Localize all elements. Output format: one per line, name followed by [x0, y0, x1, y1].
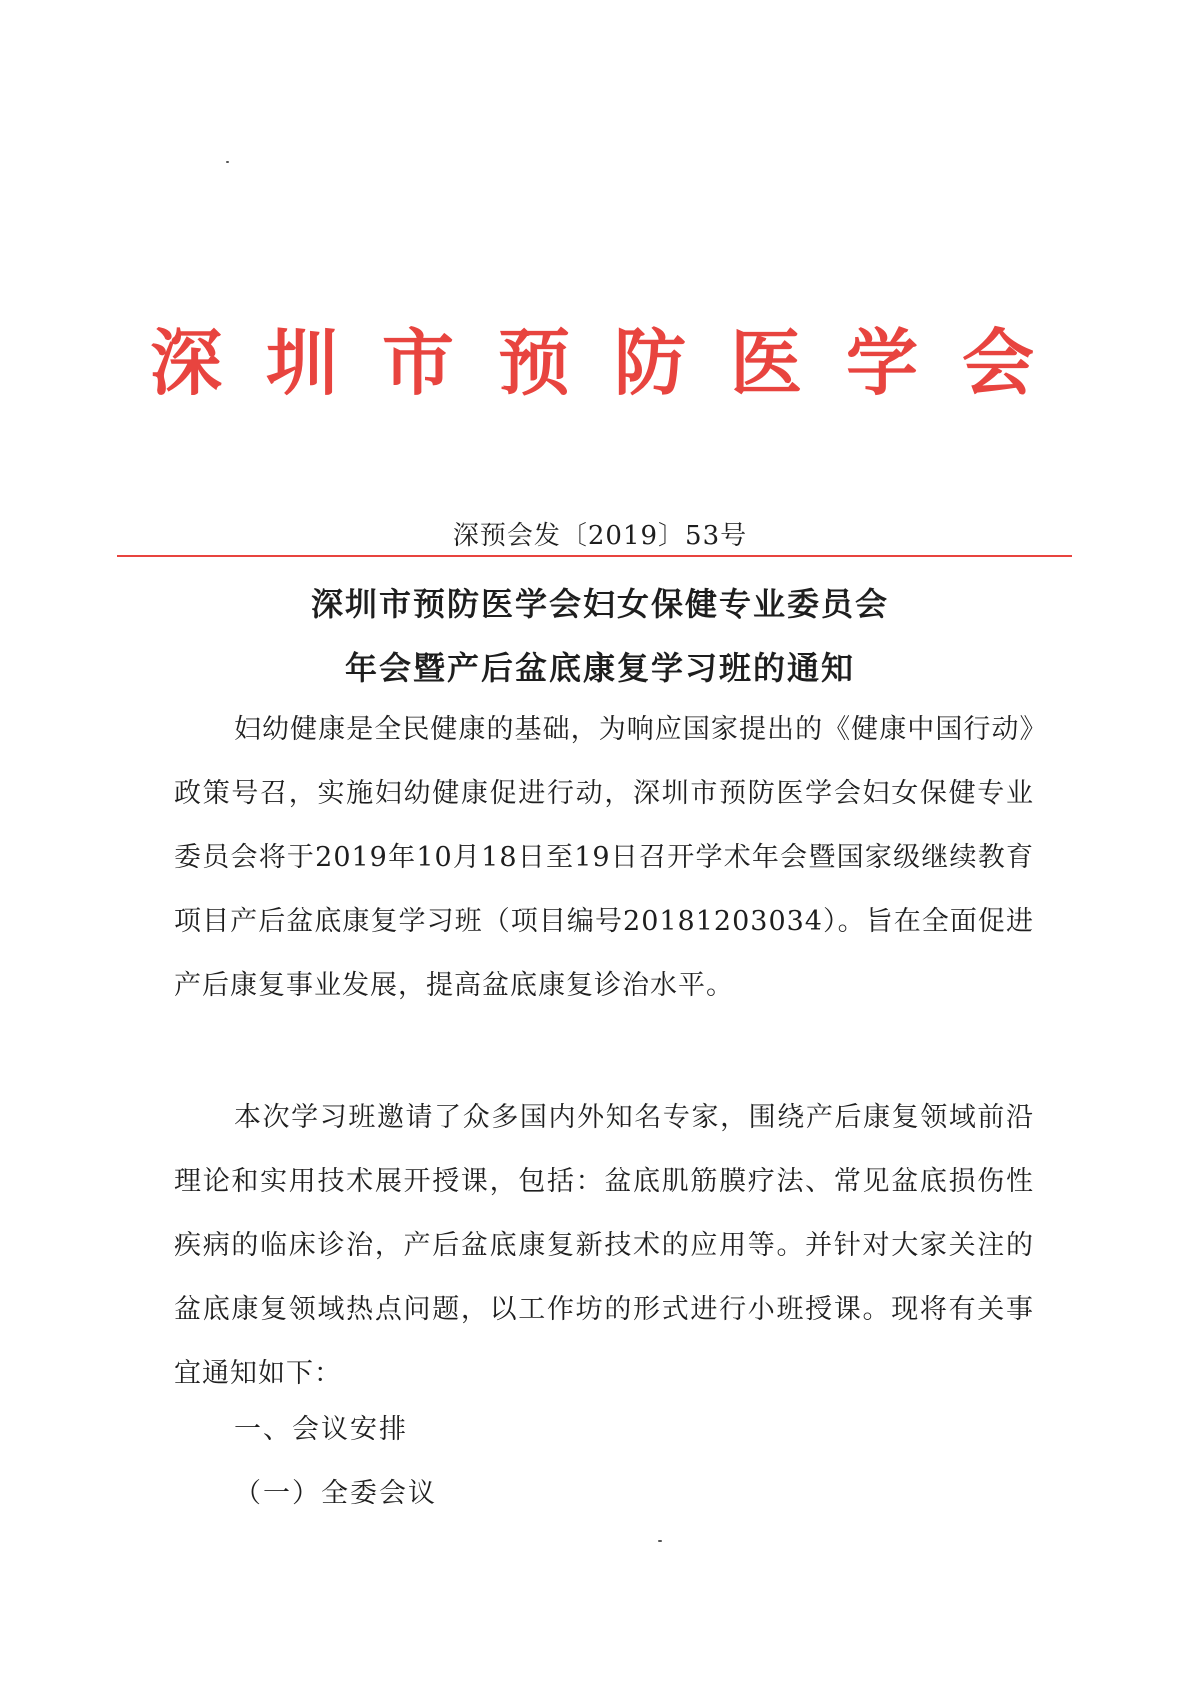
scan-speck: [658, 1540, 662, 1542]
document-title-line-1: 深圳市预防医学会妇女保健专业委员会: [310, 585, 889, 623]
masthead: 深圳市预防医学会: [150, 320, 1079, 405]
document-number: 深预会发〔2019〕53号: [452, 521, 748, 551]
red-divider-line: [117, 555, 1072, 557]
body-paragraph-1: 妇幼健康是全民健康的基础，为响应国家提出的《健康中国行动》政策号召，实施妇幼健康促进行动，深圳市预防医学会妇女保健专业委员会将于2019年10月18日至19日召开学术年会暨国家级继续教育项目产后盆底康复学习班（项目编号20181203034）。旨在全面促进产后康复事业发展，提高盆底康复诊治水平。: [174, 714, 1034, 1001]
subsection-heading: （一）全委会议: [234, 1478, 437, 1509]
section-heading: 一、会议安排: [234, 1414, 408, 1445]
body-paragraph-2: 本次学习班邀请了众多国内外知名专家，围绕产后康复领域前沿理论和实用技术展开授课，包括：盆底肌筋膜疗法、常见盆底损伤性疾病的临床诊治，产后盆底康复新技术的应用等。并针对大家关注的盆底康复领域热点问题，以工作坊的形式进行小班授课。现将有关事宜通知如下：: [174, 1102, 1034, 1389]
document-title-line-2: 年会暨产后盆底康复学习班的通知: [344, 649, 855, 687]
scan-speck: [226, 161, 229, 163]
